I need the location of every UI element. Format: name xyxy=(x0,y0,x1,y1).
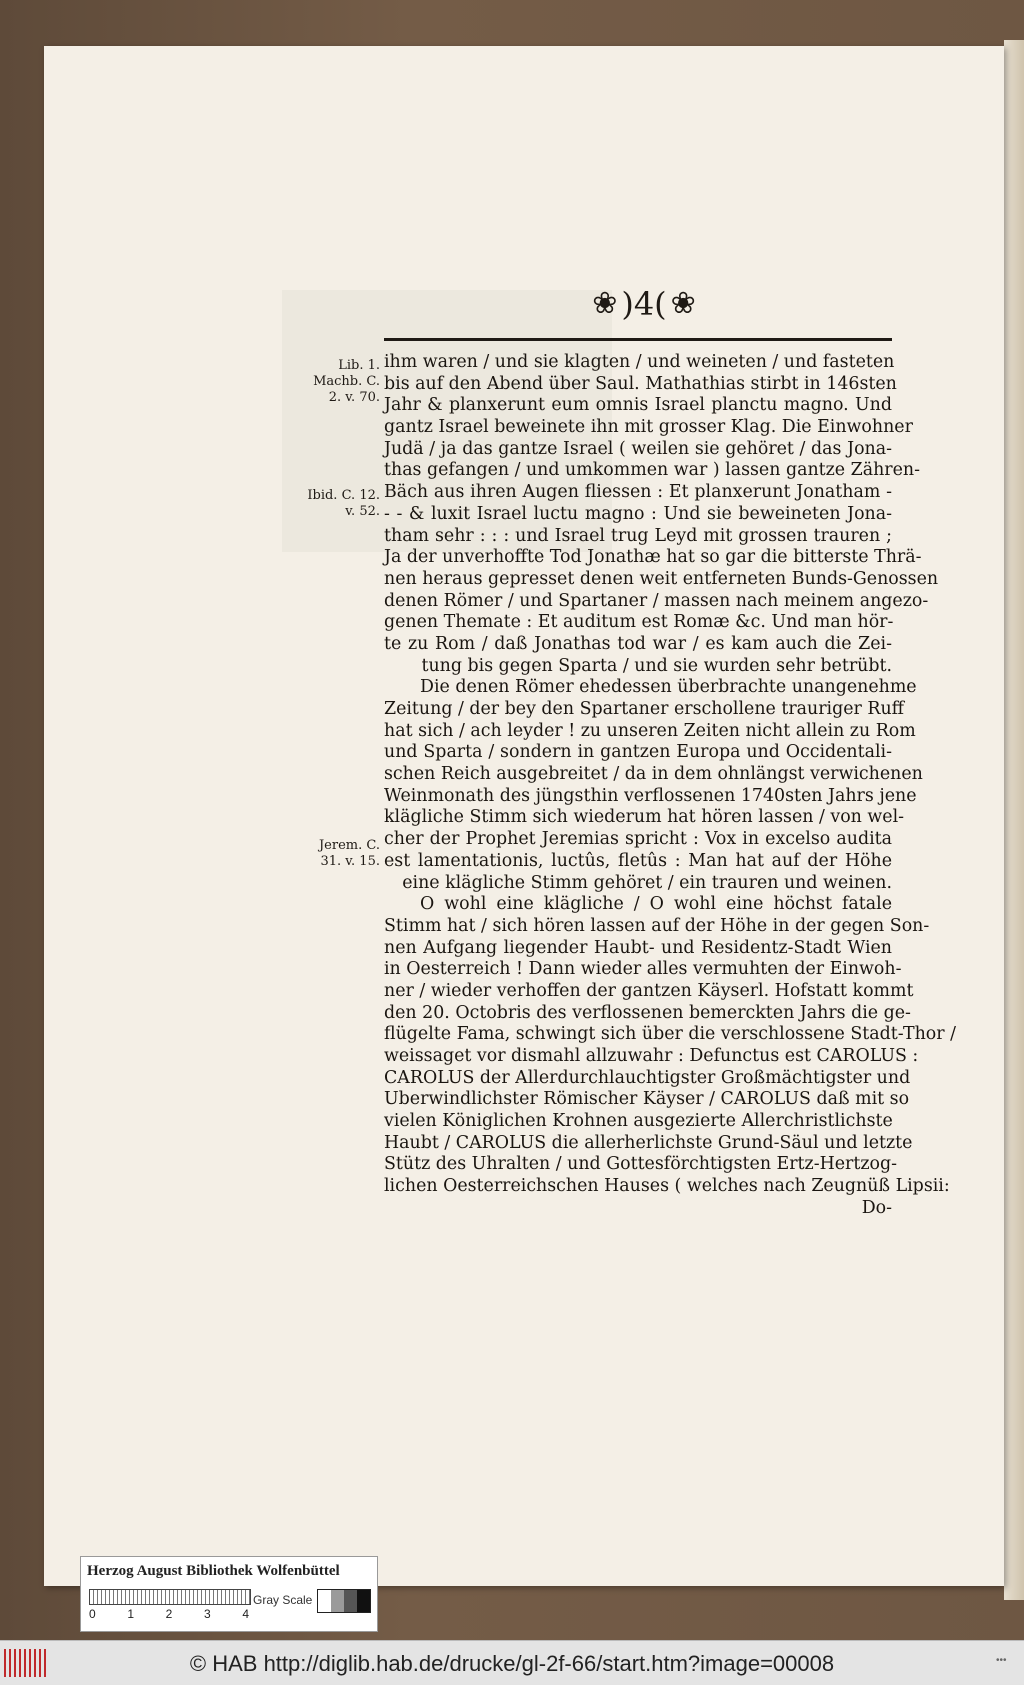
body-text xyxy=(384,352,956,1220)
text-line: ihm waren / und sie klagten / und weineten / und fasteten xyxy=(384,352,895,372)
page-number: )4( xyxy=(621,285,667,323)
footer-dots-icon: ••• xyxy=(996,1655,1007,1666)
text-line: Uberwindlichster Römischer Käyser / CAROLUS daß mit so xyxy=(384,1089,910,1110)
text-line: nen Aufgang liegender Haubt- und Residentz-Stadt Wien xyxy=(384,937,892,958)
catchword: Do- xyxy=(861,1197,892,1218)
ruler-number: 3 xyxy=(203,1607,211,1621)
text-line: und Sparta / sondern in gantzen Europa und Occidentali- xyxy=(384,742,892,763)
text-line: Jahr & planxerunt eum omnis Israel planctu magno. Und xyxy=(384,395,892,416)
text-line: Zeitung / der bey den Spartaner erschollene trauriger Ruff xyxy=(384,699,905,719)
text-line: Bäch aus ihren Augen fliessen : Et planxerunt Jonatham - xyxy=(384,482,892,503)
gray-chip xyxy=(331,1590,344,1612)
text-line: den 20. Octobris des verflossenen bemerckten Jahrs die ge- xyxy=(384,1002,911,1023)
gray-scale-chips xyxy=(317,1589,371,1613)
text-line: hat sich / ach leyder ! zu unseren Zeiten nicht allein zu Rom xyxy=(384,720,916,741)
text-line: Ja der unverhoffte Tod Jonathæ hat so gar die bitterste Thrä- xyxy=(384,547,922,568)
text-line: in Oesterreich ! Dann wieder alles vermuhten der Einwoh- xyxy=(384,959,902,980)
text-line: nen heraus gepresset denen weit entferneten Bunds-Genossen xyxy=(384,568,939,589)
text-line: Judä / ja das gantze Israel ( weilen sie gehöret / das Jona- xyxy=(384,438,892,459)
gray-chip xyxy=(318,1590,331,1612)
margin-note-machabees: Lib. 1. Machb. C. 2. v. 70. xyxy=(313,358,380,405)
text-line: cher der Prophet Jeremias spricht : Vox in excelso audita xyxy=(384,829,892,850)
text-line: weissaget vor dismahl allzuwahr : Defunctus est CAROLUS : xyxy=(384,1046,919,1066)
ornament-left-icon: ❀ xyxy=(592,286,618,321)
text-line: schen Reich ausgebreitet / da in dem ohnlängst verwichenen xyxy=(384,764,923,785)
ruler-number: 4 xyxy=(242,1607,249,1621)
ruler-number: 1 xyxy=(127,1607,135,1621)
gray-chip xyxy=(357,1590,370,1612)
text-line: tung bis gegen Sparta / und sie wurden sehr betrübt. xyxy=(421,655,892,676)
text-line: bis auf den Abend über Saul. Mathathias stirbt in 146sten xyxy=(384,373,897,394)
text-line: Stütz des Uhralten / und Gottesförchtigsten Ertz-Hertzog- xyxy=(384,1154,897,1175)
text-line: thas gefangen / und umkommen war ) lassen gantze Zähren- xyxy=(384,460,920,481)
text-line: ner / wieder verhoffen der gantzen Käyserl. Hofstatt kommt xyxy=(384,980,914,1001)
margin-note-ibid: Ibid. C. 12. v. 52. xyxy=(307,488,380,519)
text-line: Die denen Römer ehedessen überbrachte unangenehme xyxy=(420,677,917,698)
text-line: denen Römer / und Spartaner / massen nach meinem angezo- xyxy=(384,590,929,611)
facing-page-edge xyxy=(1004,40,1024,1600)
text-line: gantz Israel beweinete ihn mit grosser Klag. Die Einwohner xyxy=(384,417,913,438)
ruler-numbers xyxy=(89,1607,249,1621)
text-line: genen Themate : Et auditum est Romæ &c. Und man hör- xyxy=(384,612,894,633)
text-line: vielen Königlichen Krohnen ausgezierte Allerchristlichste xyxy=(384,1111,893,1132)
footer-bar xyxy=(0,1640,1024,1685)
text-line: Stimm hat / sich hören lassen auf der Höhe in der gegen Son- xyxy=(384,915,930,936)
text-line: - - & luxit Israel luctu magno : Und sie beweineten Jona- xyxy=(384,503,892,524)
text-line: Weinmonath des jüngsthin verflossenen 1740sten Jahrs jene xyxy=(384,785,917,806)
text-line: lichen Oesterreichschen Hauses ( welches nach Zeugnüß Lipsii: xyxy=(384,1176,950,1197)
text-line: te zu Rom / daß Jonathas tod war / es kam auch die Zei- xyxy=(384,633,892,654)
library-color-strip xyxy=(80,1556,378,1632)
text-line: klägliche Stimm sich wiederum hat hören lassen / von wel- xyxy=(384,807,905,828)
margin-note-jeremias: Jerem. C. 31. v. 15. xyxy=(318,838,380,869)
page-header xyxy=(564,282,724,326)
ruler-number: 0 xyxy=(89,1607,96,1621)
text-line: flügelte Fama, schwingt sich über die verschlossene Stadt-Thor / xyxy=(384,1024,956,1045)
text-line: CAROLUS der Allerdurchlauchtigster Großmächtigster und xyxy=(384,1067,911,1088)
ornament-right-icon: ❀ xyxy=(670,286,696,321)
text-line: O wohl eine klägliche / O wohl eine höchst fatale xyxy=(420,894,892,915)
ruler-number: 2 xyxy=(165,1607,173,1621)
footer-url[interactable]: © HAB http://diglib.hab.de/drucke/gl-2f-66/start.htm?image=00008 xyxy=(189,1651,835,1676)
text-line: Haubt / CAROLUS die allerherlichste Grund-Säul und letzte xyxy=(384,1132,913,1153)
ruler-scale xyxy=(89,1589,251,1605)
text-line: est lamentationis, luctûs, fletûs : Man hat auf der Höhe xyxy=(384,850,892,871)
text-line: eine klägliche Stimm gehöret / ein trauren und weinen. xyxy=(402,872,892,893)
text-line: tham sehr : : : und Israel trug Leyd mit grossen trauren ; xyxy=(384,525,892,546)
library-title: Herzog August Bibliothek Wolfenbüttel xyxy=(87,1563,340,1579)
gray-scale-label: Gray Scale xyxy=(253,1593,313,1607)
gray-chip xyxy=(344,1590,357,1612)
header-rule xyxy=(384,338,892,341)
